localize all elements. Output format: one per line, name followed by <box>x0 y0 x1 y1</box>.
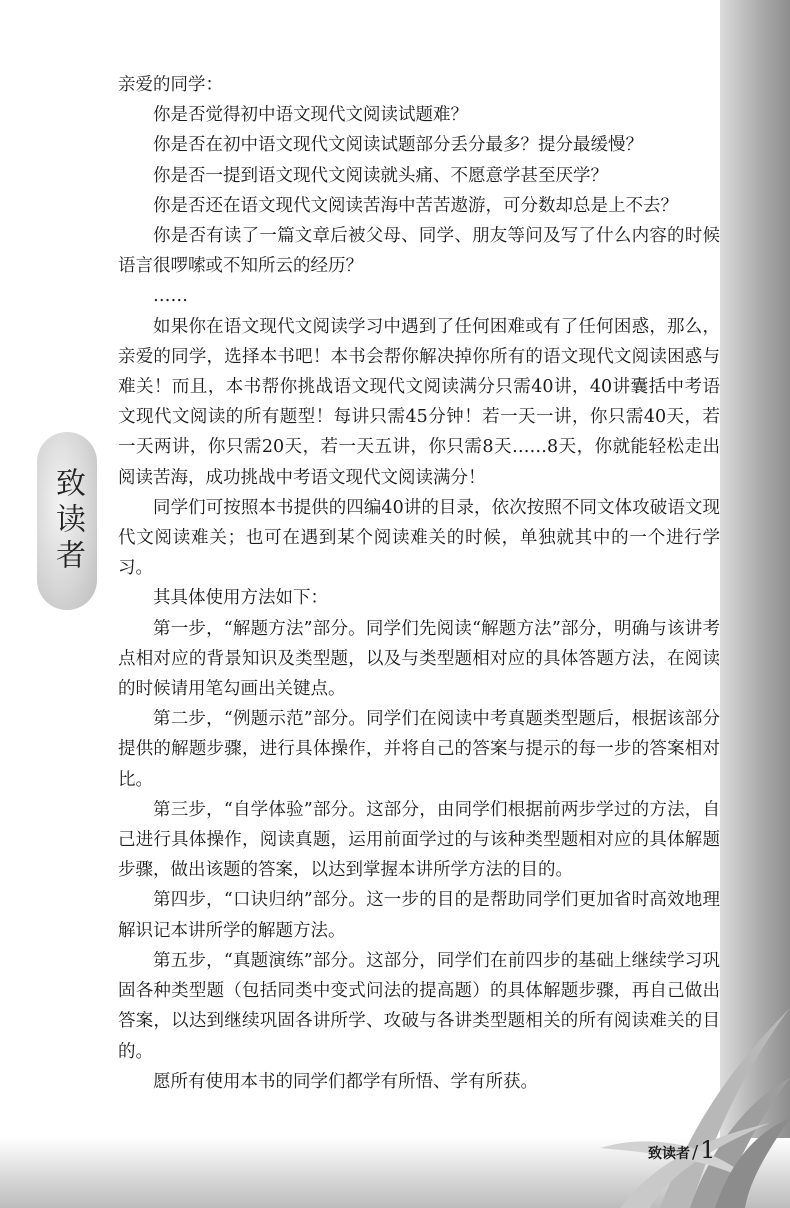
paragraph: 其具体使用方法如下： <box>153 588 328 609</box>
paragraph: 你是否在初中语文现代文阅读试题部分丢分最多？提分最缓慢？ <box>153 135 643 156</box>
footer-separator: / <box>692 1142 699 1163</box>
ellipsis-line: …… <box>153 286 188 307</box>
footer-section-label: 致读者 <box>648 1146 690 1162</box>
page-footer <box>648 1136 715 1166</box>
page-number: 1 <box>700 1136 716 1164</box>
paragraph: 第二步，“例题示范”部分。同学们在阅读中考真题类型题后，根据该部分提供的解题步骤，进行具体操作，并将自己的答案与提示的每一步的答案相对比。 <box>118 709 720 790</box>
closing-paragraph: 愿所有使用本书的同学们都学有所悟、学有所获。 <box>153 1071 538 1092</box>
paragraph: 你是否觉得初中语文现代文阅读试题难？ <box>153 105 468 126</box>
letter-body <box>118 70 720 1097</box>
side-tab-label: 致读者 <box>50 467 85 575</box>
paragraph: 第四步，“口诀归纳”部分。这一步的目的是帮助同学们更加省时高效地理解识记本讲所学的解题方法。 <box>118 890 720 941</box>
paragraph: 你是否有读了一篇文章后被父母、同学、朋友等问及写了什么内容的时候语言很啰嗦或不知所云的经历？ <box>118 226 720 277</box>
paragraph: 第三步，“自学体验”部分。这部分，由同学们根据前两步学过的方法，自己进行具体操作，阅读真题，运用前面学过的与该种类型题相对应的具体解题步骤，做出该题的答案，以达到掌握本讲所学方法的目的。 <box>118 799 720 881</box>
section-side-tab <box>37 432 97 610</box>
paragraph: 第五步，“真题演练”部分。这部分，同学们在前四步的基础上继续学习巩固各种类型题（包括同类中变式问法的提高题）的具体解题步骤，再自己做出答案，以达到继续巩固各讲所学、攻破与各讲类型题相关的所有阅读难关的目的。 <box>118 950 720 1062</box>
paragraph: 你是否一提到语文现代文阅读就头痛、不愿意学甚至厌学？ <box>153 165 608 186</box>
paragraph: 同学们可按照本书提供的四编40讲的目录，依次按照不同文体攻破语文现代文阅读难关；也可在遇到某个阅读难关的时候，单独就其中的一个进行学习。 <box>118 497 720 579</box>
paragraph: 如果你在语文现代文阅读学习中遇到了任何困难或有了任何困惑，那么，亲爱的同学，选择本书吧！本书会帮你解决掉你所有的语文现代文阅读困惑与难关！而且，本书帮你挑战语文现代文阅读满分只需40讲，40讲囊括中考语文现代文阅读的所有题型！每讲只需45分钟！若一天一讲，你只需40天，若一天两讲，你只需20天，若一天五讲，你只需8天……8天，你就能轻松走出阅读苦海，成功挑战中考语文现代文阅读满分！ <box>118 316 720 488</box>
salutation: 亲爱的同学： <box>118 75 223 95</box>
paragraph: 你是否还在语文现代文阅读苦海中苦苦遨游，可分数却总是上不去？ <box>153 195 678 216</box>
paragraph: 第一步，“解题方法”部分。同学们先阅读“解题方法”部分，明确与该讲考点相对应的背景知识及类型题，以及与类型题相对应的具体答题方法，在阅读的时候请用笔勾画出关键点。 <box>118 618 720 700</box>
